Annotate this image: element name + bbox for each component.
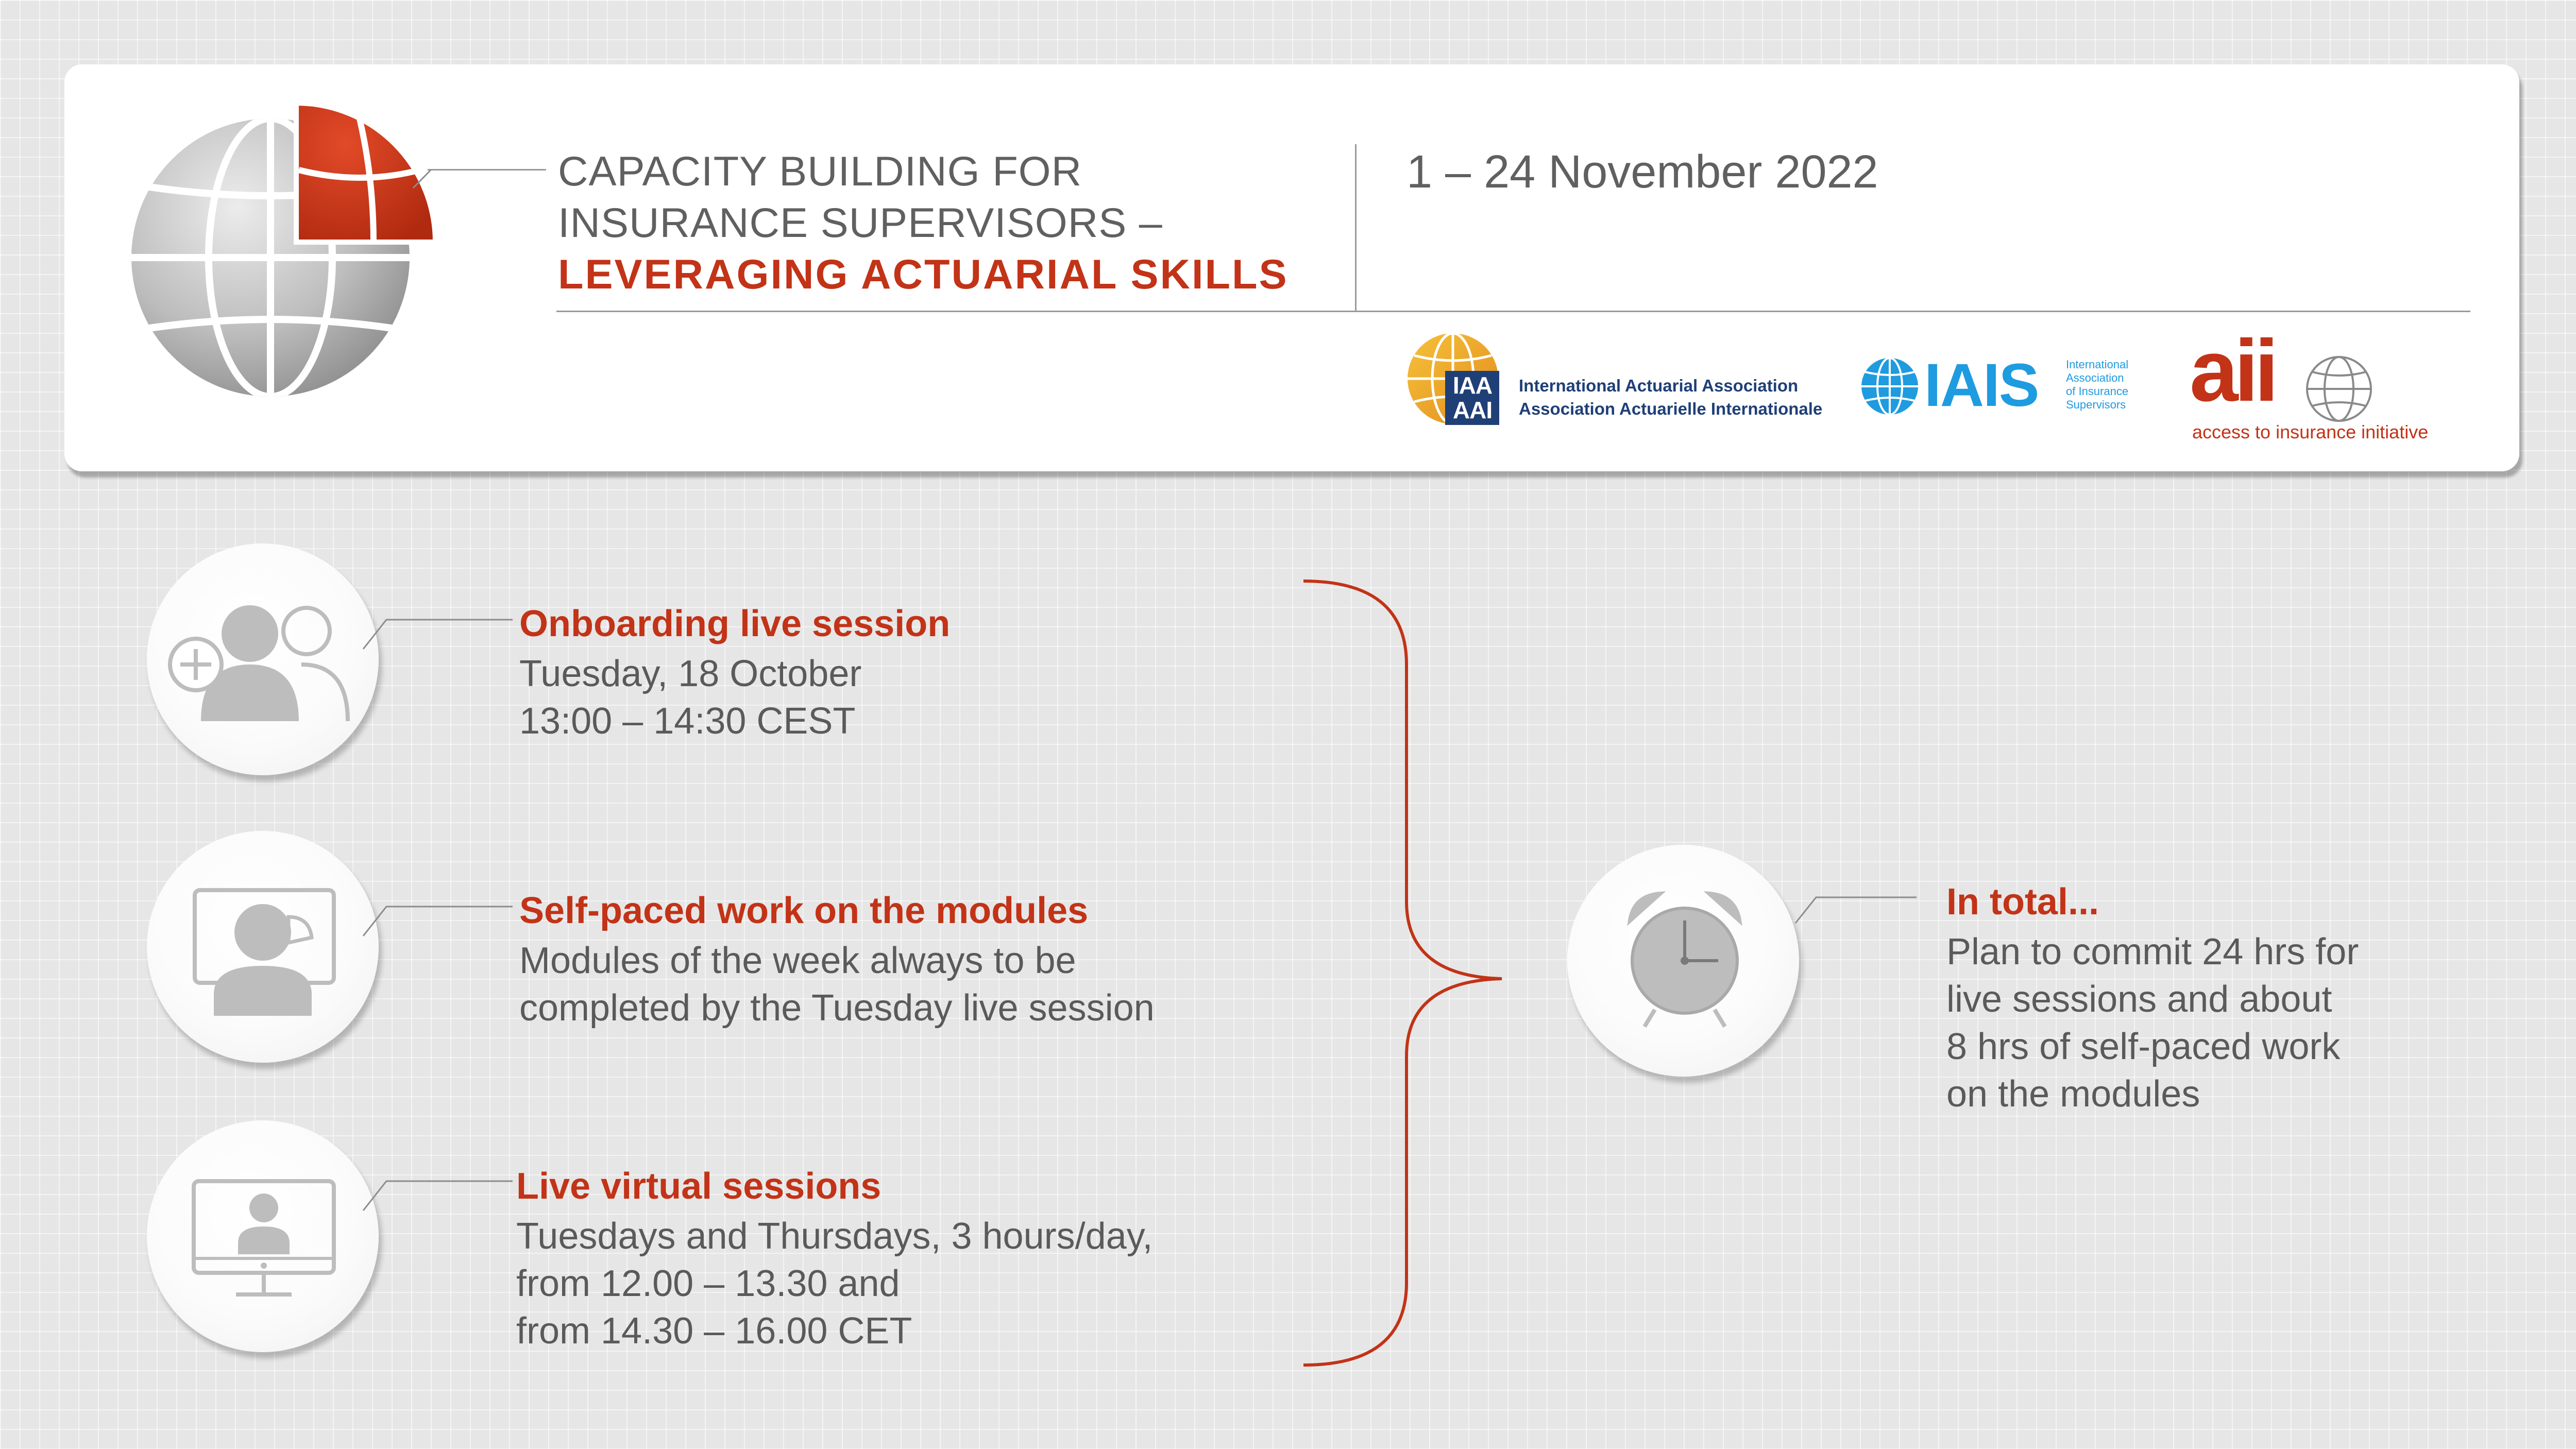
iaa-badge: [1447, 373, 1498, 422]
iais-globe-icon: [1859, 355, 1921, 417]
live-sessions-line-2: from 12.00 – 13.30 and: [516, 1263, 900, 1304]
total-title: In total...: [1946, 881, 2099, 923]
aii-wordmark: aii: [2190, 322, 2275, 420]
iais-sub-3: of Insurance: [2066, 385, 2129, 398]
onboarding-leader-line: [361, 616, 515, 652]
onboarding-line-1: Tuesday, 18 October: [519, 653, 862, 694]
total-line-2: live sessions and about: [1946, 979, 2332, 1020]
header-divider-vertical: [1355, 144, 1357, 312]
iais-sub-4: Supervisors: [2066, 398, 2126, 411]
grouping-brace: [1298, 572, 1510, 1375]
total-leader-line: [1793, 891, 1922, 927]
header-divider-horizontal: [556, 311, 2470, 312]
title-leader-line: [428, 169, 546, 171]
iais-sub-1: International: [2066, 358, 2129, 371]
live-sessions-line-1: Tuesdays and Thursdays, 3 hours/day,: [516, 1216, 1153, 1257]
aii-caption: access to insurance initiative: [2192, 421, 2429, 442]
live-sessions-line-3: from 14.30 – 16.00 CET: [516, 1310, 912, 1352]
title-line-3: LEVERAGING ACTUARIAL SKILLS: [558, 251, 1289, 298]
iais-sub-2: Association: [2066, 371, 2124, 384]
total-line-1: Plan to commit 24 hrs for: [1946, 931, 2359, 973]
total-line-3: 8 hrs of self-paced work: [1946, 1026, 2341, 1067]
add-people-icon: [165, 592, 361, 726]
event-date: 1 – 24 November 2022: [1406, 146, 1878, 198]
iaa-badge-top: IAA: [1452, 372, 1493, 399]
title-leader-tick: [412, 165, 433, 191]
self-study-screen-icon: [191, 886, 340, 1020]
live-sessions-title: Live virtual sessions: [516, 1166, 882, 1207]
title-line-1: CAPACITY BUILDING FOR: [558, 148, 1082, 195]
title-line-2: INSURANCE SUPERVISORS –: [558, 200, 1163, 246]
iaa-name-en: International Actuarial Association: [1519, 376, 1799, 395]
globe-logo-icon: [129, 98, 464, 407]
self-paced-line-2: completed by the Tuesday live session: [519, 987, 1155, 1029]
self-paced-title: Self-paced work on the modules: [519, 890, 1089, 931]
aii-globe-icon: [2303, 350, 2380, 428]
iaa-name-fr: Association Actuarielle Internationale: [1519, 399, 1823, 418]
iais-wordmark: IAIS: [1924, 351, 2039, 419]
live-sessions-leader-line: [361, 1177, 515, 1213]
onboarding-title: Onboarding live session: [519, 603, 951, 644]
onboarding-line-2: 13:00 – 14:30 CEST: [519, 701, 856, 742]
self-paced-line-1: Modules of the week always to be: [519, 940, 1076, 981]
monitor-presenter-icon: [190, 1177, 339, 1301]
iaa-badge-bottom: AAI: [1452, 397, 1493, 423]
iais-subtitle: [2066, 358, 2128, 412]
total-line-4: on the modules: [1946, 1073, 2200, 1115]
self-paced-leader-line: [361, 902, 515, 939]
alarm-clock-icon: [1623, 889, 1747, 1038]
